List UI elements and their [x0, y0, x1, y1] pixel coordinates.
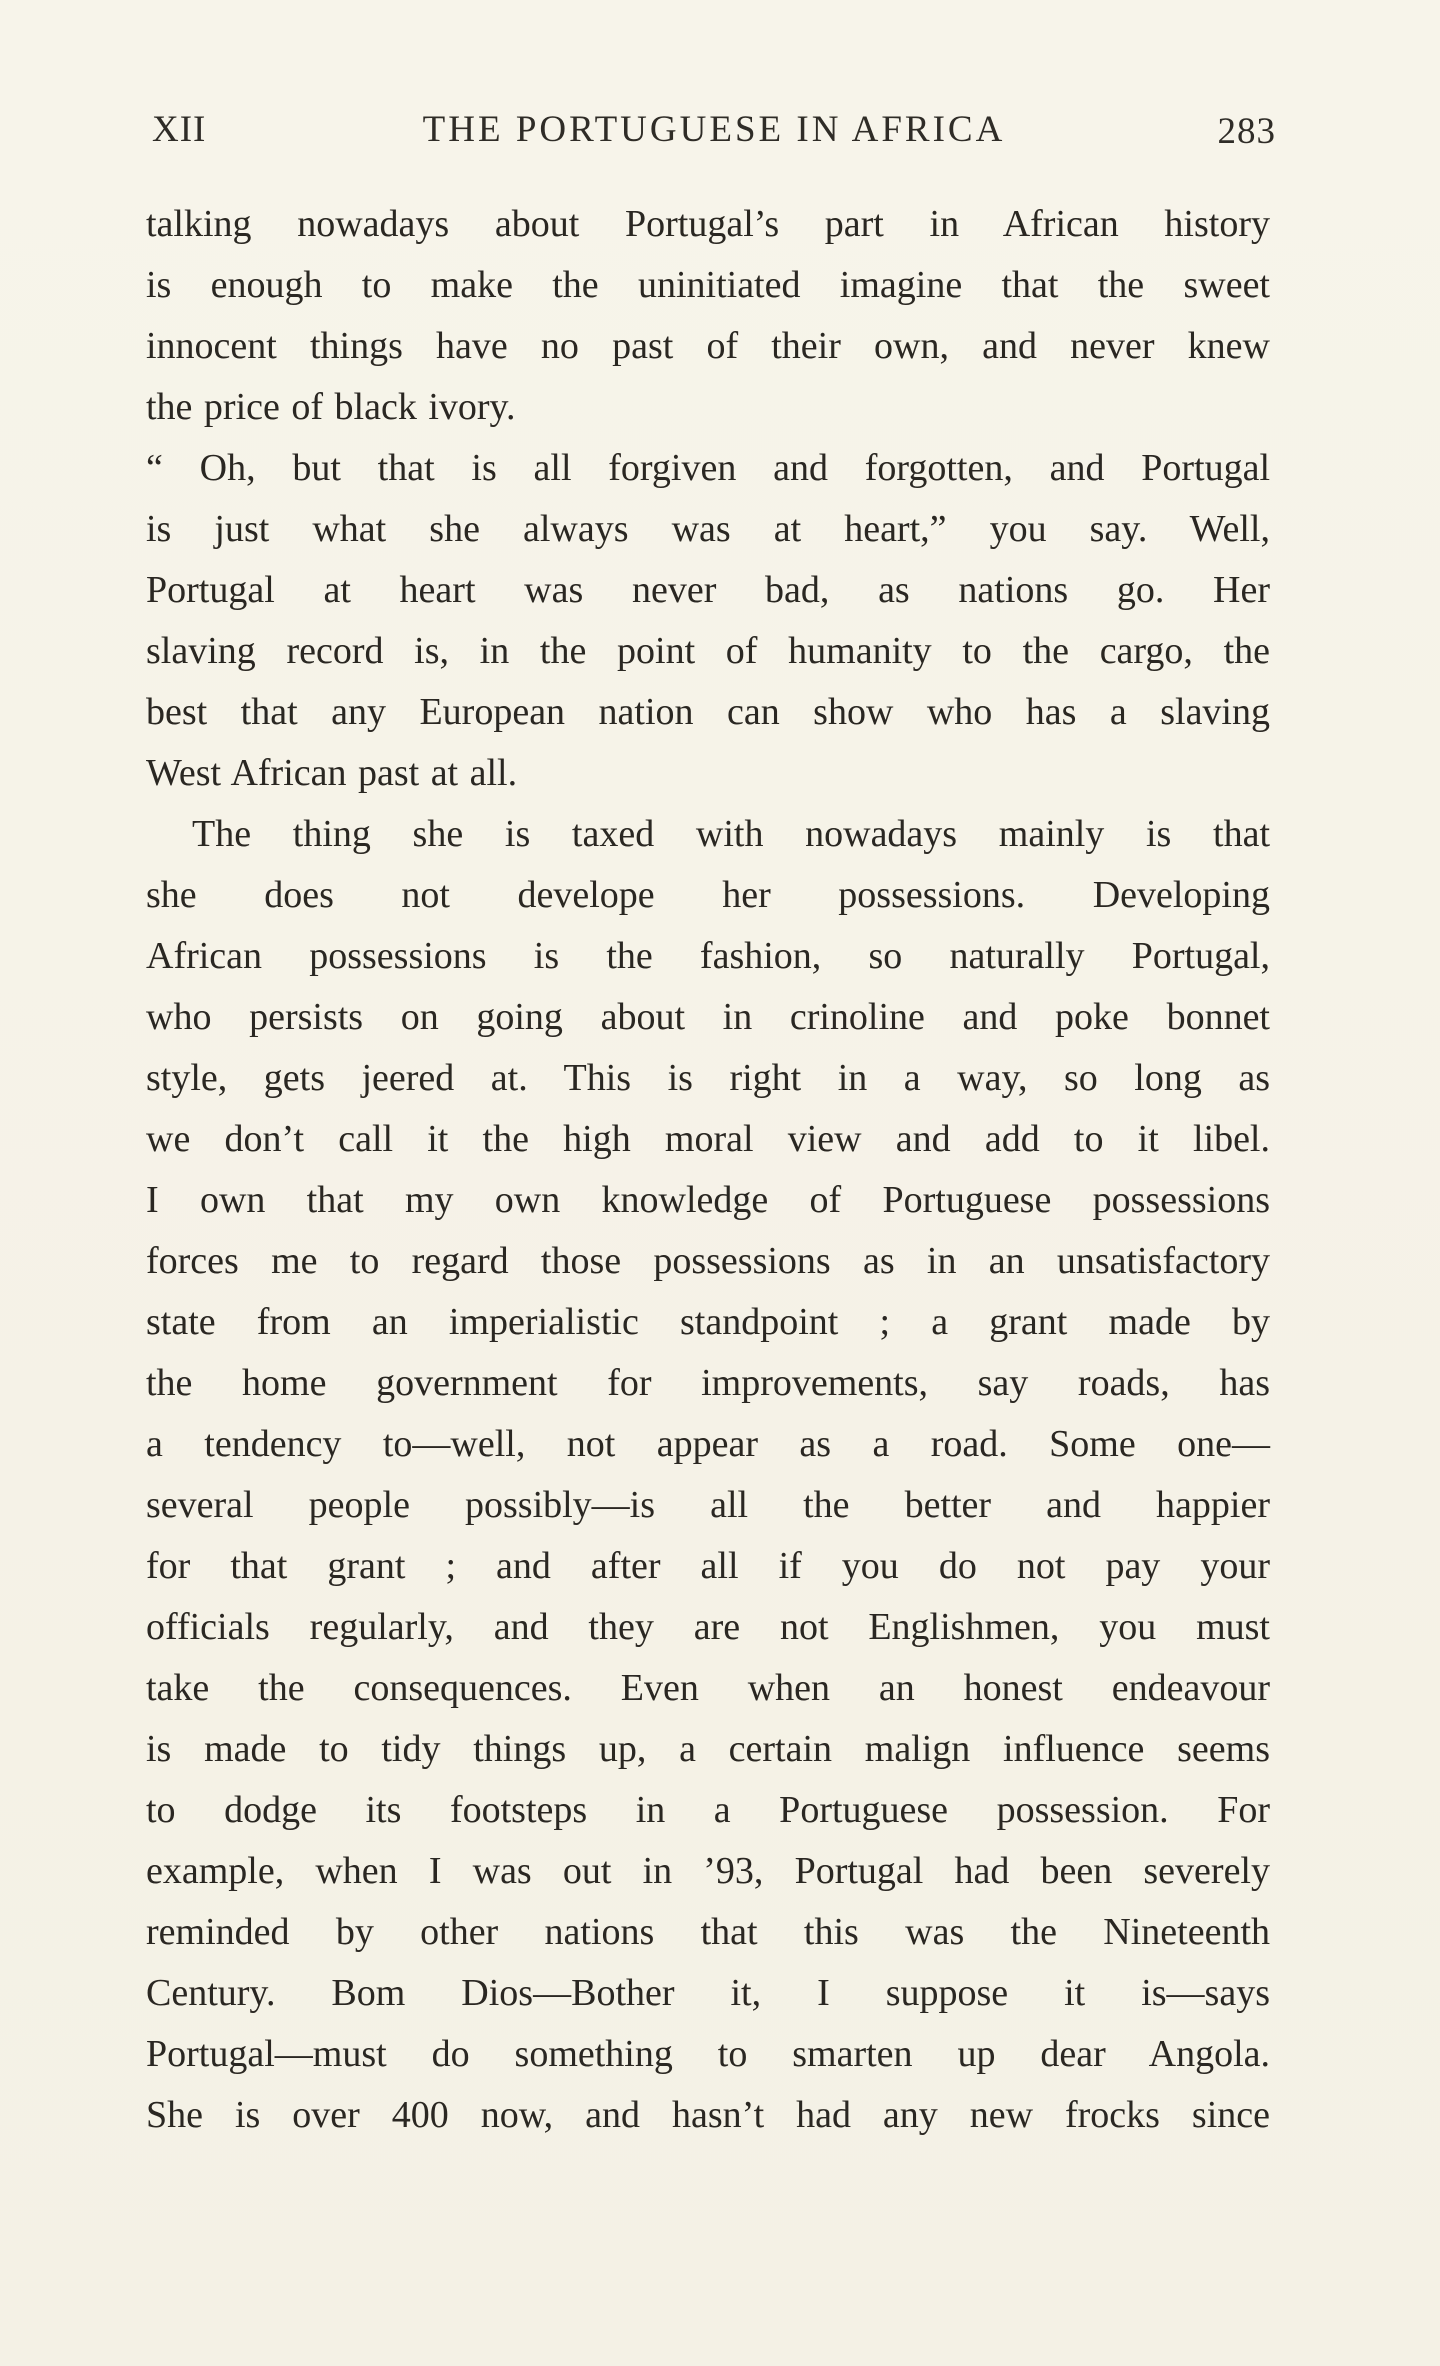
text-line: The thing she is taxed with nowadays mainly is that: [192, 813, 1270, 855]
running-head: [152, 108, 1276, 158]
text-line: talking nowadays about Portugal’s part in African history: [146, 203, 1270, 245]
text-line: take the consequences. Even when an honest endeavour: [146, 1667, 1270, 1709]
text-line: Portugal—must do something to smarten up dear Angola.: [146, 2033, 1270, 2075]
text-line: to dodge its footsteps in a Portuguese possession. For: [146, 1789, 1270, 1831]
text-line: a tendency to—well, not appear as a road. Some one—: [146, 1423, 1270, 1465]
text-line: we don’t call it the high moral view and add to it libel.: [146, 1118, 1270, 1160]
text-line: reminded by other nations that this was the Nineteenth: [146, 1911, 1270, 1953]
text-line: the home government for improvements, say roads, has: [146, 1362, 1270, 1404]
text-line: style, gets jeered at. This is right in a way, so long as: [146, 1057, 1270, 1099]
text-line: who persists on going about in crinoline and poke bonnet: [146, 996, 1270, 1038]
chapter-number: XII: [152, 109, 207, 150]
text-line: West African past at all.: [146, 752, 518, 794]
page-number: 283: [1217, 111, 1276, 152]
text-line: the price of black ivory.: [146, 386, 516, 428]
text-line: state from an imperialistic standpoint ; a grant made by: [146, 1301, 1270, 1343]
running-title: THE PORTUGUESE IN AFRICA: [422, 109, 1006, 150]
text-line: is enough to make the uninitiated imagine that the sweet: [146, 264, 1270, 306]
text-line: she does not develope her possessions. Developing: [146, 874, 1270, 916]
text-line: several people possibly—is all the better and happier: [146, 1484, 1270, 1526]
text-line: African possessions is the fashion, so naturally Portugal,: [146, 935, 1270, 977]
text-line: example, when I was out in ’93, Portugal had been severely: [146, 1850, 1270, 1892]
text-line: for that grant ; and after all if you do not pay your: [146, 1545, 1270, 1587]
text-line: is made to tidy things up, a certain malign influence seems: [146, 1728, 1270, 1770]
text-line: “ Oh, but that is all forgiven and forgotten, and Portugal: [146, 447, 1270, 489]
text-line: slaving record is, in the point of humanity to the cargo, the: [146, 630, 1270, 672]
text-line: best that any European nation can show who has a slaving: [146, 691, 1270, 733]
text-line: officials regularly, and they are not Englishmen, you must: [146, 1606, 1270, 1648]
text-line: Portugal at heart was never bad, as nations go. Her: [146, 569, 1270, 611]
body-text: [146, 194, 1270, 2146]
text-line: I own that my own knowledge of Portuguese possessions: [146, 1179, 1270, 1221]
text-line: She is over 400 now, and hasn’t had any new frocks since: [146, 2094, 1270, 2136]
text-line: forces me to regard those possessions as in an unsatisfactory: [146, 1240, 1270, 1282]
text-line: innocent things have no past of their own, and never knew: [146, 325, 1270, 367]
text-line: Century. Bom Dios—Bother it, I suppose it is—says: [146, 1972, 1270, 2014]
text-line: is just what she always was at heart,” you say. Well,: [146, 508, 1270, 550]
